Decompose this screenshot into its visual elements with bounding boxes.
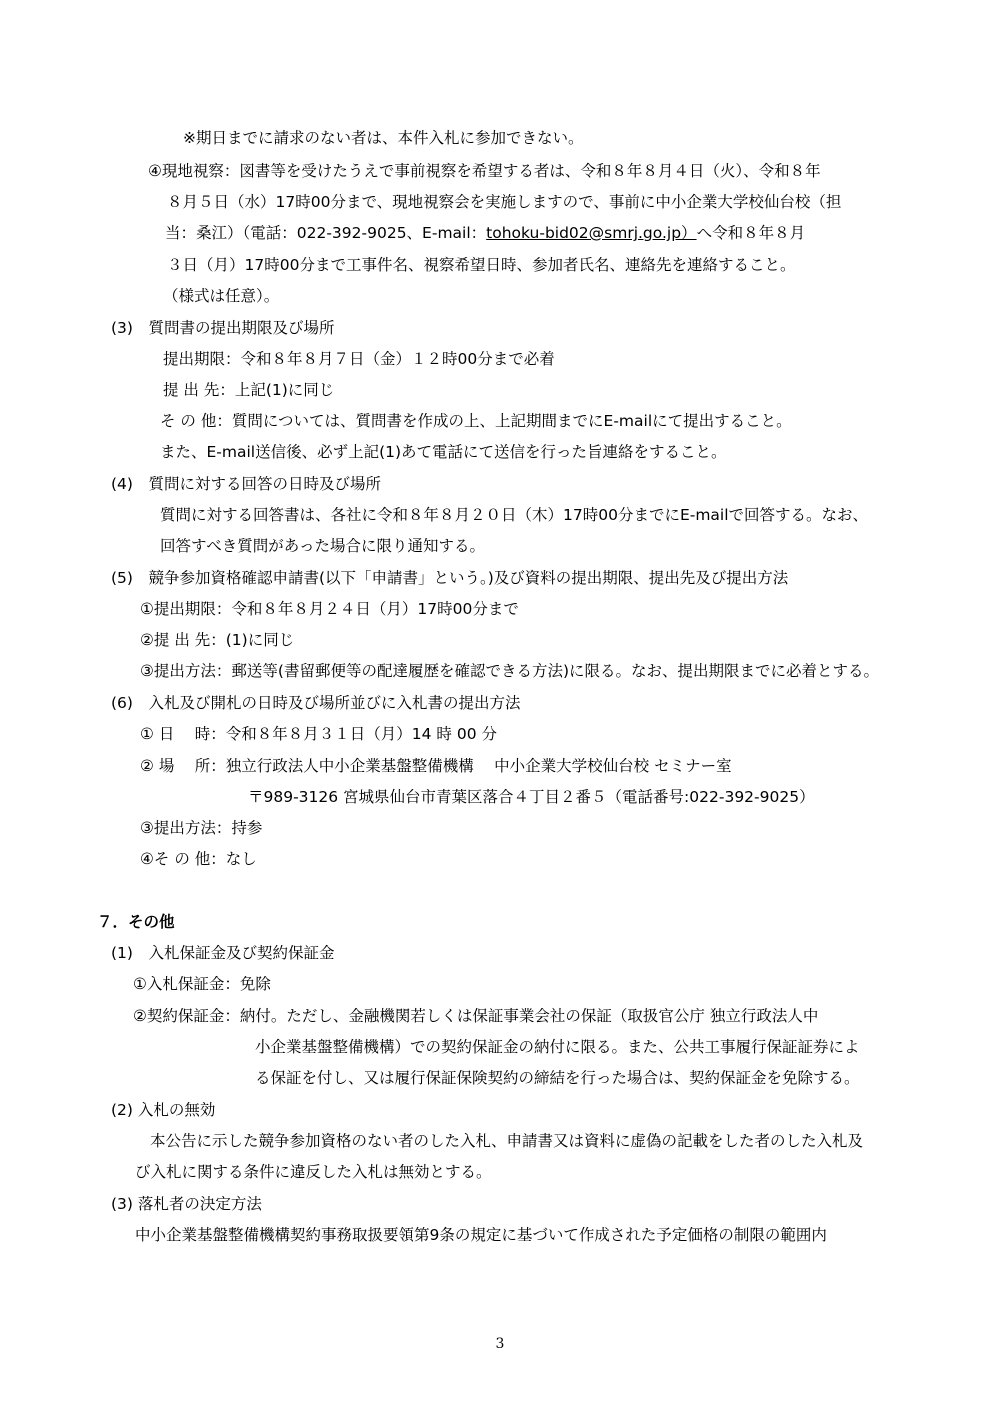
email-link[interactable]: tohoku-bid02@smrj.go.jp） bbox=[486, 224, 697, 242]
section-4-heading: (4) 質問に対する回答の日時及び場所 bbox=[111, 475, 381, 493]
site-visit-line-1: ④現地視察：図書等を受けたうえで事前視察を希望する者は、令和８年８月４日（火）、令和８年 bbox=[148, 162, 821, 180]
question-other: そ の 他：質問については、質問書を作成の上、上記期間までにE-mailにて提出すること。 bbox=[160, 412, 792, 430]
invalid-bid-line-2: び入札に関する条件に違反した入札は無効とする。 bbox=[135, 1163, 492, 1181]
contract-deposit-1: ②契約保証金：納付。ただし、金融機関若しくは保証事業会社の保証（取扱官公庁 独立行政法人中 bbox=[133, 1007, 819, 1025]
bid-other: ④そ の 他：なし bbox=[140, 850, 257, 868]
submission-destination: ②提 出 先：(1)に同じ bbox=[140, 631, 295, 649]
contact-text: 当：桑江）（電話：022-392-9025、E-mail： bbox=[165, 224, 487, 242]
bid-method: ③提出方法：持参 bbox=[140, 819, 263, 837]
section-6-heading: (6) 入札及び開札の日時及び場所並びに入札書の提出方法 bbox=[111, 694, 521, 712]
section-7-heading: ７．その他 bbox=[97, 913, 175, 931]
site-visit-line-3 bbox=[165, 223, 805, 243]
winner-method-line-1: 中小企業基盤整備機構契約事務取扱要領第9条の規定に基づいて作成された予定価格の制限の範囲内 bbox=[135, 1226, 827, 1244]
bid-deposit: ①入札保証金：免除 bbox=[133, 975, 271, 993]
contract-deposit-3: る保証を付し、又は履行保証保険契約の締結を行った場合は、契約保証金を免除する。 bbox=[255, 1069, 860, 1087]
section-3-heading: (3) 質問書の提出期限及び場所 bbox=[111, 319, 335, 337]
invalid-bid-line-1: 本公告に示した競争参加資格のない者のした入札、申請書又は資料に虚偽の記載をした者のした入札及 bbox=[150, 1132, 864, 1150]
winner-method-heading: (3) 落札者の決定方法 bbox=[111, 1195, 262, 1213]
answer-line-2: 回答すべき質問があった場合に限り通知する。 bbox=[160, 537, 486, 555]
note-deadline: ※期日までに請求のない者は、本件入札に参加できない。 bbox=[183, 129, 584, 147]
site-visit-line-5: （様式は任意）。 bbox=[163, 287, 280, 305]
bid-address: 〒989-3126 宮城県仙台市青葉区落合４丁目２番５（電話番号:022-392-9025） bbox=[248, 788, 815, 806]
question-other-2: また、E-mail送信後、必ず上記(1)あて電話にて送信を行った旨連絡をすること。 bbox=[160, 443, 727, 461]
answer-line-1: 質問に対する回答書は、各社に令和８年８月２０日（木）17時00分までにE-mailで回答する。なお、 bbox=[160, 506, 869, 524]
invalid-bid-heading: (2) 入札の無効 bbox=[111, 1101, 216, 1119]
site-visit-line-2: ８月５日（水）17時00分まで、現地視察会を実施しますので、事前に中小企業大学校仙台校（担 bbox=[167, 193, 842, 211]
contract-deposit-2: 小企業基盤整備機構）での契約保証金の納付に限る。また、公共工事履行保証証券によ bbox=[255, 1038, 860, 1056]
page-number: 3 bbox=[495, 1336, 505, 1352]
site-visit-line-4: ３日（月）17時00分まで工事件名、視察希望日時、参加者氏名、連絡先を連絡すること。 bbox=[167, 256, 796, 274]
contact-text-end: へ令和８年８月 bbox=[696, 224, 806, 242]
deposit-heading: (1) 入札保証金及び契約保証金 bbox=[111, 944, 335, 962]
bid-datetime: ① 日 時：令和８年８月３１日（月）14 時 00 分 bbox=[140, 725, 497, 743]
submission-deadline: ①提出期限：令和８年８月２４日（月）17時00分まで bbox=[140, 600, 519, 618]
question-deadline: 提出期限：令和８年８月７日（金）１２時00分まで必着 bbox=[163, 350, 555, 368]
submission-method: ③提出方法：郵送等(書留郵便等の配達履歴を確認できる方法)に限る。なお、提出期限までに必着とする。 bbox=[140, 662, 879, 680]
question-destination: 提 出 先：上記(1)に同じ bbox=[163, 381, 335, 399]
bid-location: ② 場 所：独立行政法人中小企業基盤整備機構 中小企業大学校仙台校 セミナー室 bbox=[140, 757, 732, 775]
section-5-heading: (5) 競争参加資格確認申請書(以下「申請書」という。)及び資料の提出期限、提出先及び提出方法 bbox=[111, 569, 789, 587]
